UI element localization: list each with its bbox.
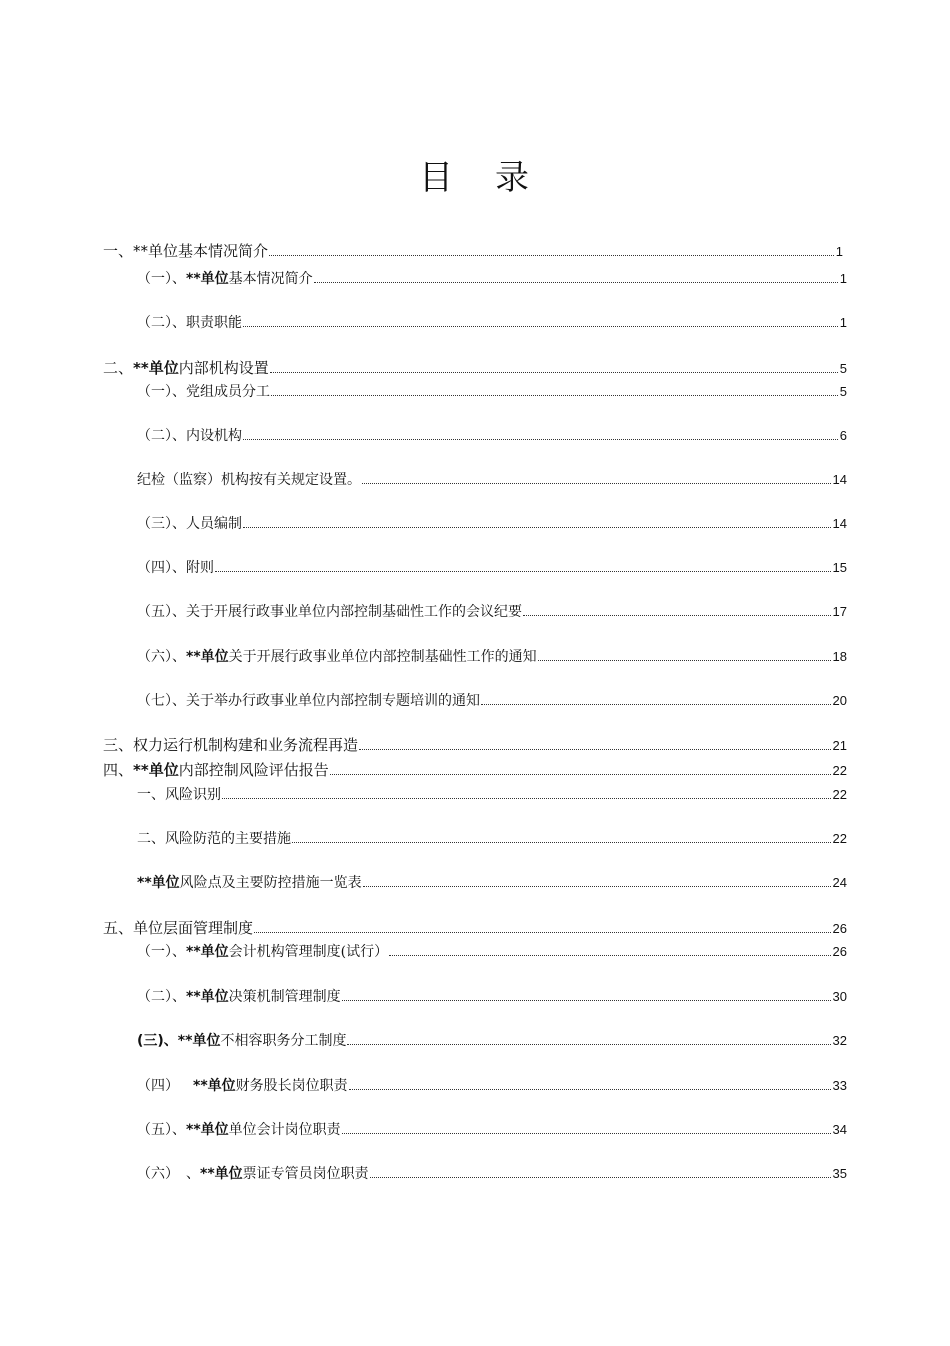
page-number: 15 xyxy=(832,560,847,575)
page-number: 14 xyxy=(832,516,847,531)
title-char-1: 目 xyxy=(419,158,455,198)
page-number: 14 xyxy=(832,472,847,487)
toc-entry-13[interactable]: 三、权力运行机制构建和业务流程再造 21 xyxy=(103,734,847,756)
dot-leader xyxy=(271,395,838,396)
toc-entry-22[interactable]: （四） **单位 财务股长岗位职责 33 xyxy=(137,1075,847,1097)
page-number: 26 xyxy=(832,921,847,936)
dot-leader xyxy=(370,1177,831,1178)
toc-entry-19[interactable]: （一）、 **单位 会计机构管理制度(试行） 26 xyxy=(137,941,847,963)
dot-leader xyxy=(222,798,831,799)
dot-leader xyxy=(243,527,831,528)
page-number: 32 xyxy=(832,1033,847,1048)
toc-entry-9[interactable]: （四）、附则 15 xyxy=(137,557,847,579)
page-title xyxy=(0,150,950,199)
dot-leader xyxy=(362,483,831,484)
dot-leader xyxy=(270,372,838,373)
page-number: 17 xyxy=(832,604,847,619)
toc-entry-17[interactable]: **单位 风险点及主要防控措施一览表 24 xyxy=(137,872,847,894)
toc-entry-15[interactable]: 一、风险识别 22 xyxy=(137,784,847,806)
dot-leader xyxy=(359,749,831,750)
toc-entry-11[interactable]: （六）、 **单位 关于开展行政事业单位内部控制基础性工作的通知 18 xyxy=(137,646,847,668)
page-number: 24 xyxy=(832,875,847,890)
dot-leader xyxy=(314,282,838,283)
page-number: 1 xyxy=(839,271,847,286)
toc-entry-20[interactable]: （二）、 **单位 决策机制管理制度 30 xyxy=(137,986,847,1008)
toc-entry-24[interactable]: （六） 、 **单位 票证专管员岗位职责 35 xyxy=(137,1163,847,1185)
page-number: 22 xyxy=(832,763,847,778)
dot-leader xyxy=(538,660,831,661)
toc-entry-3[interactable]: （二）、职责职能 1 xyxy=(137,312,847,334)
dot-leader xyxy=(254,932,831,933)
toc-entry-6[interactable]: （二）、内设机构 6 xyxy=(137,425,847,447)
toc-entry-16[interactable]: 二、风险防范的主要措施 22 xyxy=(137,828,847,850)
dot-leader xyxy=(269,255,834,256)
page-number: 22 xyxy=(832,831,847,846)
dot-leader xyxy=(523,615,831,616)
toc-entry-5[interactable]: （一）、党组成员分工 5 xyxy=(137,381,847,403)
page-number: 35 xyxy=(832,1166,847,1181)
page-number: 22 xyxy=(832,787,847,802)
dot-leader xyxy=(347,1044,830,1045)
page-number: 6 xyxy=(839,428,847,443)
toc-entry-1[interactable]: 一、 **单位 基本情况简介 1 xyxy=(103,240,843,262)
dot-leader xyxy=(330,774,831,775)
dot-leader xyxy=(243,439,838,440)
dot-leader xyxy=(342,1133,831,1134)
page-number: 18 xyxy=(832,649,847,664)
toc-entry-12[interactable]: （七）、关于举办行政事业单位内部控制专题培训的通知 20 xyxy=(137,690,847,712)
page-number: 30 xyxy=(832,989,847,1004)
toc-entry-8[interactable]: （三）、人员编制 14 xyxy=(137,513,847,535)
toc-entry-7[interactable]: 纪检（监察）机构按有关规定设置。 14 xyxy=(137,469,847,491)
page-number: 1 xyxy=(835,244,843,259)
dot-leader xyxy=(342,1000,831,1001)
dot-leader xyxy=(363,886,831,887)
dot-leader xyxy=(389,955,830,956)
toc-entry-14[interactable]: 四、 **单位 内部控制风险评估报告 22 xyxy=(103,759,847,781)
toc-entry-2[interactable]: （一）、 **单位 基本情况简介 1 xyxy=(137,268,847,290)
page-number: 34 xyxy=(832,1122,847,1137)
page-number: 20 xyxy=(832,693,847,708)
toc-entry-4[interactable]: 二、 **单位 内部机构设置 5 xyxy=(103,357,847,379)
dot-leader xyxy=(349,1089,831,1090)
page-number: 5 xyxy=(839,361,847,376)
page-number: 5 xyxy=(839,384,847,399)
page-number: 26 xyxy=(832,944,847,959)
dot-leader xyxy=(215,571,831,572)
page-number: 1 xyxy=(839,315,847,330)
title-char-2: 录 xyxy=(495,158,531,198)
toc-entry-18[interactable]: 五、单位层面管理制度 26 xyxy=(103,917,847,939)
dot-leader xyxy=(292,842,831,843)
toc-entry-23[interactable]: （五）、 **单位 单位会计岗位职责 34 xyxy=(137,1119,847,1141)
toc-entry-21[interactable]: (三)、 **单位 不相容职务分工制度 32 xyxy=(137,1030,847,1052)
dot-leader xyxy=(243,326,838,327)
page-number: 33 xyxy=(832,1078,847,1093)
page-number: 21 xyxy=(832,738,847,753)
toc-entry-10[interactable]: （五）、关于开展行政事业单位内部控制基础性工作的会议纪要 17 xyxy=(137,601,847,623)
dot-leader xyxy=(481,704,831,705)
